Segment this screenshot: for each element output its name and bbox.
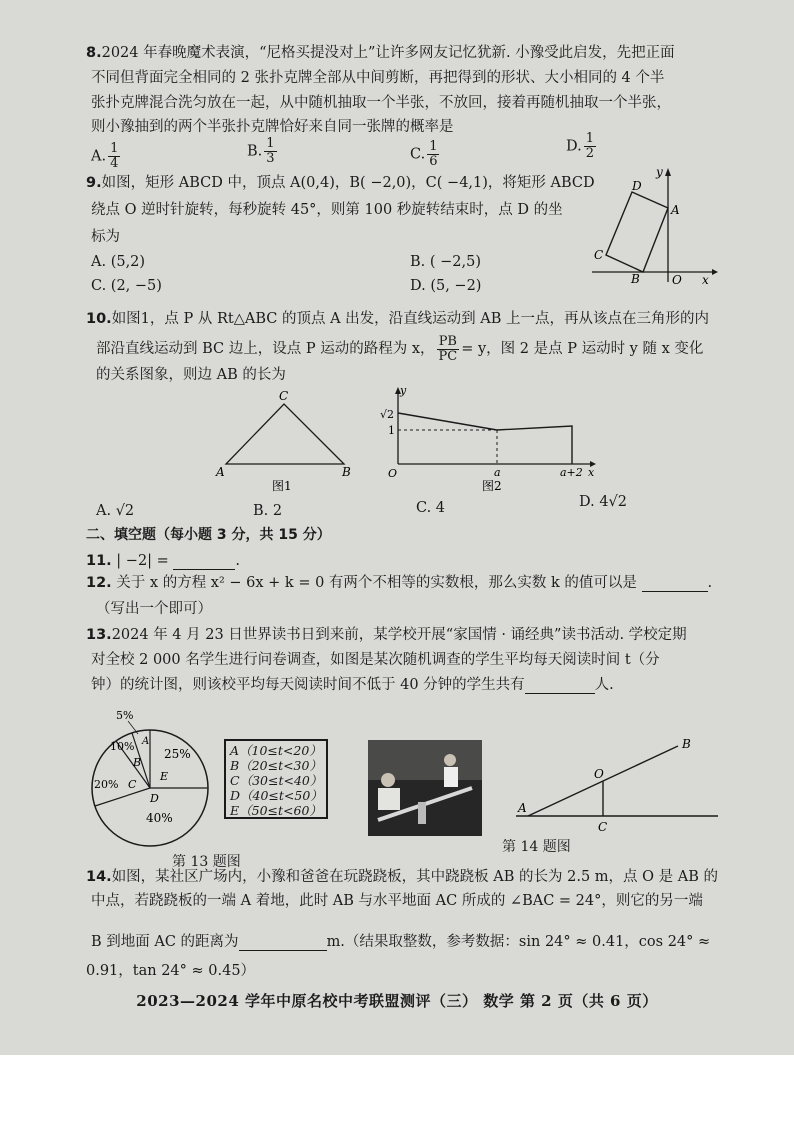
q12-answer-blank xyxy=(642,577,708,592)
q14-text-3a: B 到地面 AC 的距离为 xyxy=(91,934,239,950)
q13-pie-pct-c: 20% xyxy=(94,778,119,791)
q10-fig1-caption: 图1 xyxy=(272,479,292,493)
q8-option-d xyxy=(566,132,598,161)
q10-text-1: 如图1，点 P 从 Rt△ABC 的顶点 A 出发，沿直线运动到 AB 上一点，再从该点在三角形的内 xyxy=(111,311,710,327)
q13-caption: 第 13 题图 xyxy=(172,854,241,870)
q9-label-b: B xyxy=(631,272,640,286)
q11-number: 11. xyxy=(86,553,112,569)
q13-pie-label-c: C xyxy=(128,778,137,791)
q14-photo-child-body xyxy=(444,767,458,787)
q8-option-b-den: 3 xyxy=(266,151,275,166)
q13-text-3-end: 人. xyxy=(594,677,614,693)
q13-pie-pct-a: 5% xyxy=(116,709,134,722)
q8-option-a xyxy=(91,142,122,171)
q9-x-arrow xyxy=(712,269,718,275)
q8-text-1: 2024 年春晚魔术表演，“尼格买提没对上”让许多网友记忆犹新. 小豫受此启发，先把正面 xyxy=(101,45,675,61)
q10-fig1-label-b: B xyxy=(342,465,351,479)
q9-label-a: A xyxy=(671,203,680,217)
q13-legend-e: E（50≤t<60） xyxy=(230,803,322,818)
q10-fig2-label-o: O xyxy=(388,467,398,480)
q14-seesaw-photo xyxy=(368,740,482,836)
q14-figure xyxy=(512,734,722,844)
q10-ratio xyxy=(437,335,460,364)
q10-fig2-label-x: x xyxy=(588,466,595,479)
q9-figure xyxy=(588,162,718,286)
q14-line3 xyxy=(91,933,710,951)
q10-line1 xyxy=(86,310,709,328)
q10-triangle xyxy=(226,404,344,464)
q8-option-c xyxy=(410,140,441,169)
q9-label-d: D xyxy=(632,179,642,193)
q9-label-c: C xyxy=(594,248,604,262)
q10-line3: 的关系图象，则边 AB 的长为 xyxy=(96,367,286,383)
q11-line: 11. | −2| = . xyxy=(86,553,241,569)
q14-text-1: 如图，某社区广场内，小豫和爸爸在玩跷跷板，其中跷跷板 AB 的长为 2.5 m，点 O 是 AB 的 xyxy=(111,869,719,885)
q10-figure-2 xyxy=(376,382,602,494)
q8-option-a-den: 4 xyxy=(110,156,119,171)
q8-option-a-frac xyxy=(108,142,120,171)
q10-text-2a: 部沿直线运动到 BC 边上，设点 P 运动的路程为 x， xyxy=(96,341,435,357)
q11-text: | −2| = xyxy=(116,553,169,569)
q13-pie-chart xyxy=(88,704,220,854)
q10-ratio-den: PC xyxy=(438,348,458,364)
q8-option-c-label: C. xyxy=(410,146,426,163)
q13-answer-blank xyxy=(525,679,595,694)
q10-fig2-label-a: a xyxy=(494,466,501,479)
q9-label-o: O xyxy=(672,273,682,286)
q10-fig2-label-sqrt2: √2 xyxy=(380,408,395,421)
q14-text-3b: m.（结果取整数，参考数据：sin 24° ≈ 0.41，cos 24° ≈ xyxy=(326,934,711,950)
q14-label-c: C xyxy=(598,820,608,834)
q14-line2: 中点，若跷跷板的一端 A 着地，此时 AB 与水平地面 AC 所成的 ∠BAC = 24°，则它的另一端 xyxy=(91,893,703,909)
q9-label-y: y xyxy=(656,165,663,179)
q13-number: 13. xyxy=(86,627,112,643)
q12-number: 12. xyxy=(86,575,112,591)
q8-line2: 不同但背面完全相同的 2 张扑克牌全部从中间剪断，再把得到的形状、大小相同的 4 个半 xyxy=(91,70,665,86)
q9-option-d: D. (5, −2) xyxy=(410,278,482,294)
q12-line1: 12. 关于 x 的方程 x² − 6x + k = 0 有两个不相等的实数根，那么实数 k 的值可以是 . xyxy=(86,575,713,591)
q13-pie-label-e: E xyxy=(160,770,169,783)
q8-option-d-label: D. xyxy=(566,138,582,155)
q14-label-o: O xyxy=(594,767,604,781)
q14-photo-adult-body xyxy=(378,788,400,810)
q13-legend-b: B（20≤t<30） xyxy=(230,758,322,773)
q13-text-1: 2024 年 4 月 23 日世界读书日到来前，某学校开展“家国情 · 诵经典”读书活动. 学校定期 xyxy=(111,627,687,643)
q8-option-d-frac xyxy=(584,132,596,161)
q9-option-a: A. (5,2) xyxy=(91,254,146,270)
q10-option-c: C. 4 xyxy=(416,500,446,516)
page-footer: 2023—2024 学年中原名校中考联盟测评（三） 数学 第 2 页（共 6 页） xyxy=(136,992,658,1010)
q10-line2 xyxy=(96,334,703,364)
q13-pie-label-d: D xyxy=(150,792,159,805)
q13-line1 xyxy=(86,626,687,644)
q14-photo-art xyxy=(368,740,482,836)
q13-pie-pct-e: 25% xyxy=(164,747,191,761)
q10-fig2-caption: 图2 xyxy=(482,479,502,493)
q14-label-b: B xyxy=(682,737,691,751)
q8-option-b-frac xyxy=(264,137,276,166)
q8-line3: 张扑克牌混合洗匀放在一起，从中随机抽取一个半张，不放回，接着再随机抽取一个半张， xyxy=(91,95,671,111)
q10-fig2-curve xyxy=(398,413,572,464)
q13-line3 xyxy=(91,676,614,694)
q8-option-c-frac xyxy=(427,140,439,169)
q14-line1 xyxy=(86,868,718,886)
q9-text-1: 如图，矩形 ABCD 中，顶点 A(0,4)，B( −2,0)，C( −4,1)，将矩形 ABCD xyxy=(101,175,595,191)
q10-fig2-label-y: y xyxy=(400,384,407,397)
q10-figure-1 xyxy=(214,388,354,496)
q13-pie-label-b: B xyxy=(133,756,142,769)
q8-option-a-num: 1 xyxy=(110,141,119,156)
q13-pie-pct-d: 40% xyxy=(146,811,173,825)
q10-option-a: A. √2 xyxy=(96,503,135,519)
section-fill-in-title: 二、填空题（每小题 3 分，共 15 分） xyxy=(86,527,331,543)
q9-line3: 标为 xyxy=(91,229,120,245)
q14-line4: 0.91，tan 24° ≈ 0.45） xyxy=(86,963,256,979)
q8-option-b xyxy=(247,137,279,166)
q8-option-b-label: B. xyxy=(247,143,263,160)
q14-number: 14. xyxy=(86,869,112,885)
q12-text: 关于 x 的方程 x² − 6x + k = 0 有两个不相等的实数根，那么实数 k 的值可以是 xyxy=(116,575,637,591)
q10-text-2b: = y，图 2 是点 P 运动时 y 随 x 变化 xyxy=(461,341,704,357)
q14-caption: 第 14 题图 xyxy=(502,839,571,855)
q13-legend-a: A（10≤t<20） xyxy=(230,743,322,758)
q10-fig1-label-a: A xyxy=(216,465,225,479)
q9-rectangle xyxy=(606,192,668,272)
q13-pie-pct-b: 10% xyxy=(110,740,135,753)
q9-option-c: C. (2, −5) xyxy=(91,278,162,294)
q13-text-3: 钟）的统计图，则该校平均每天阅读时间不低于 40 分钟的学生共有 xyxy=(91,677,525,693)
q12-line2: （写出一个即可） xyxy=(96,601,212,617)
q8-option-b-num: 1 xyxy=(266,136,275,151)
q8-option-a-label: A. xyxy=(91,148,107,165)
q11-answer-blank xyxy=(173,555,235,570)
q10-option-b: B. 2 xyxy=(253,503,283,519)
q9-line1 xyxy=(86,174,595,192)
q13-legend-d: D（40≤t<50） xyxy=(230,788,323,803)
q9-y-arrow xyxy=(665,168,671,176)
q10-option-d: D. 4√2 xyxy=(579,494,628,510)
q13-legend xyxy=(224,739,328,819)
q8-line4: 则小豫抽到的两个半张扑克牌恰好来自同一张牌的概率是 xyxy=(91,119,454,135)
q14-label-a: A xyxy=(518,801,527,815)
q8-option-d-den: 2 xyxy=(585,146,594,161)
q9-option-b: B. ( −2,5) xyxy=(410,254,482,270)
q10-fig2-label-a2: a+2 xyxy=(560,466,583,479)
q13-pie-label-a: A xyxy=(142,736,150,747)
q9-line2: 绕点 O 逆时针旋转，每秒旋转 45°，则第 100 秒旋转结束时，点 D 的坐 xyxy=(91,202,563,218)
q13-line2: 对全校 2 000 名学生进行问卷调查，如图是某次随机调查的学生平均每天阅读时间 t（分 xyxy=(91,652,660,668)
q8-option-c-num: 1 xyxy=(429,139,438,154)
q14-photo-pivot xyxy=(418,802,426,824)
q8-option-d-num: 1 xyxy=(585,131,594,146)
q8-number: 8. xyxy=(86,45,102,61)
q9-label-x: x xyxy=(702,273,709,286)
q9-number: 9. xyxy=(86,175,102,191)
q10-ratio-num: PB xyxy=(437,335,460,350)
q10-fig2-label-1: 1 xyxy=(388,424,395,437)
q10-fig1-label-c: C xyxy=(279,389,289,403)
q14-answer-blank xyxy=(239,936,327,951)
q8-option-c-den: 6 xyxy=(429,154,438,169)
q8-line1 xyxy=(86,44,675,62)
q14-photo-child-head xyxy=(444,754,456,766)
q10-number: 10. xyxy=(86,311,112,327)
q14-photo-adult-head xyxy=(381,773,395,787)
q13-legend-c: C（30≤t<40） xyxy=(230,773,323,788)
